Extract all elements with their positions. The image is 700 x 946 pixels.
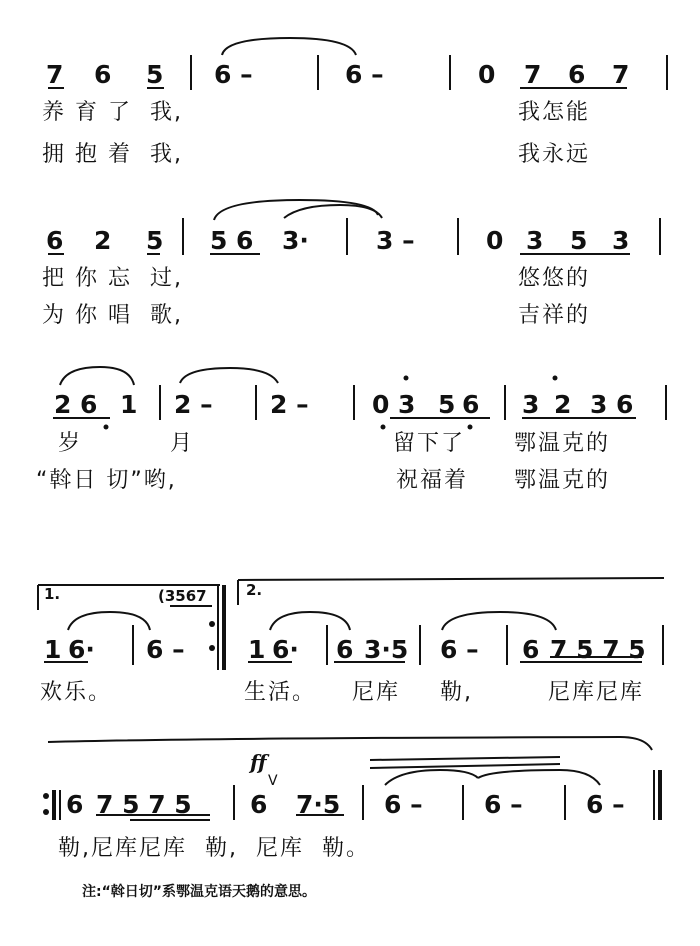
note: 1 xyxy=(44,635,62,664)
note: 6 xyxy=(250,790,268,819)
note: 6 xyxy=(66,790,84,819)
note: 7 5 7 5 xyxy=(96,790,192,819)
note: 7 xyxy=(524,60,542,89)
note: 3 xyxy=(522,390,540,419)
lyric-verse1: 养 育 了 我, xyxy=(42,100,183,125)
lyric: 生活。 xyxy=(244,680,317,705)
note: 6 – xyxy=(345,60,384,89)
lyric-verse2: 鄂温克的 xyxy=(514,468,611,493)
lyric-verse1: 留下了 xyxy=(393,431,466,456)
lyric: 尼库尼库 xyxy=(548,680,645,705)
lyric-verse2: 为 你 唱 歌, xyxy=(42,303,183,328)
note: 3 – xyxy=(376,226,415,255)
note: 1 xyxy=(120,390,138,419)
lyric: 尼库 xyxy=(352,680,401,705)
note: 6 – xyxy=(484,790,523,819)
volta-second-ending: 2. xyxy=(246,581,263,599)
note: 3 xyxy=(398,390,416,419)
note: 6 xyxy=(236,226,254,255)
lyric-verse2: 吉祥的 xyxy=(518,303,591,328)
note: 7 xyxy=(46,60,64,89)
note: 2 xyxy=(94,226,112,255)
note: 3 xyxy=(612,226,630,255)
note: 6 xyxy=(568,60,586,89)
note: 2 xyxy=(54,390,72,419)
note: 0 xyxy=(372,390,390,419)
lyric: 欢乐。 xyxy=(40,680,113,705)
note: 2 – xyxy=(270,390,309,419)
note: 6· xyxy=(272,635,299,664)
lyric-verse1: 月 xyxy=(170,431,195,456)
note: 6 – xyxy=(586,790,625,819)
note: 0 xyxy=(486,226,504,255)
note: 5 xyxy=(570,226,588,255)
note: 6 xyxy=(80,390,98,419)
lyric-verse1: 我怎能 xyxy=(518,100,591,125)
lyric-verse1: 岁 xyxy=(58,431,83,456)
note: 6 – xyxy=(440,635,479,664)
note: 3 xyxy=(526,226,544,255)
note: 1 xyxy=(248,635,266,664)
lyric: 勒,尼库尼库 勒, 尼库 勒。 xyxy=(58,836,370,861)
note: 6 xyxy=(522,635,540,664)
note: 6 xyxy=(94,60,112,89)
lyric-verse2: 祝福着 xyxy=(396,468,469,493)
footnote: 注:“斡日切”系鄂温克语天鹅的意思。 xyxy=(82,884,317,900)
lyric-verse2: “斡日 切”哟, xyxy=(36,468,177,493)
lyric-verse2: 我永远 xyxy=(518,142,591,167)
note: 0 xyxy=(478,60,496,89)
lyric-verse1: 鄂温克的 xyxy=(514,431,611,456)
note: 6 – xyxy=(214,60,253,89)
note: 6 – xyxy=(384,790,423,819)
note: 6 xyxy=(462,390,480,419)
note: 2 xyxy=(554,390,572,419)
note: 5 xyxy=(210,226,228,255)
note: 5 xyxy=(438,390,456,419)
note: 6 xyxy=(336,635,354,664)
note: 6· xyxy=(68,635,95,664)
note: 6 xyxy=(616,390,634,419)
note: 6 xyxy=(46,226,64,255)
note: 7 5 7 5 xyxy=(550,635,646,664)
note: 7 xyxy=(612,60,630,89)
volta-first-ending: 1. xyxy=(44,585,61,603)
breath-mark: V xyxy=(268,773,278,789)
lyric-verse1: 把 你 忘 过, xyxy=(42,266,183,291)
pickup-paren: (3567 xyxy=(158,587,207,605)
note: 3 xyxy=(590,390,608,419)
note: 5 xyxy=(146,60,164,89)
dynamic-marking: ff xyxy=(250,750,267,774)
lyric: 勒, xyxy=(440,680,473,705)
note: 3·5 xyxy=(364,635,409,664)
note: 6 – xyxy=(146,635,185,664)
lyric-verse2: 拥 抱 着 我, xyxy=(42,142,183,167)
note: 2 – xyxy=(174,390,213,419)
note: 7·5 xyxy=(296,790,341,819)
note: 5 xyxy=(146,226,164,255)
note: 3· xyxy=(282,226,309,255)
lyric-verse1: 悠悠的 xyxy=(518,266,591,291)
